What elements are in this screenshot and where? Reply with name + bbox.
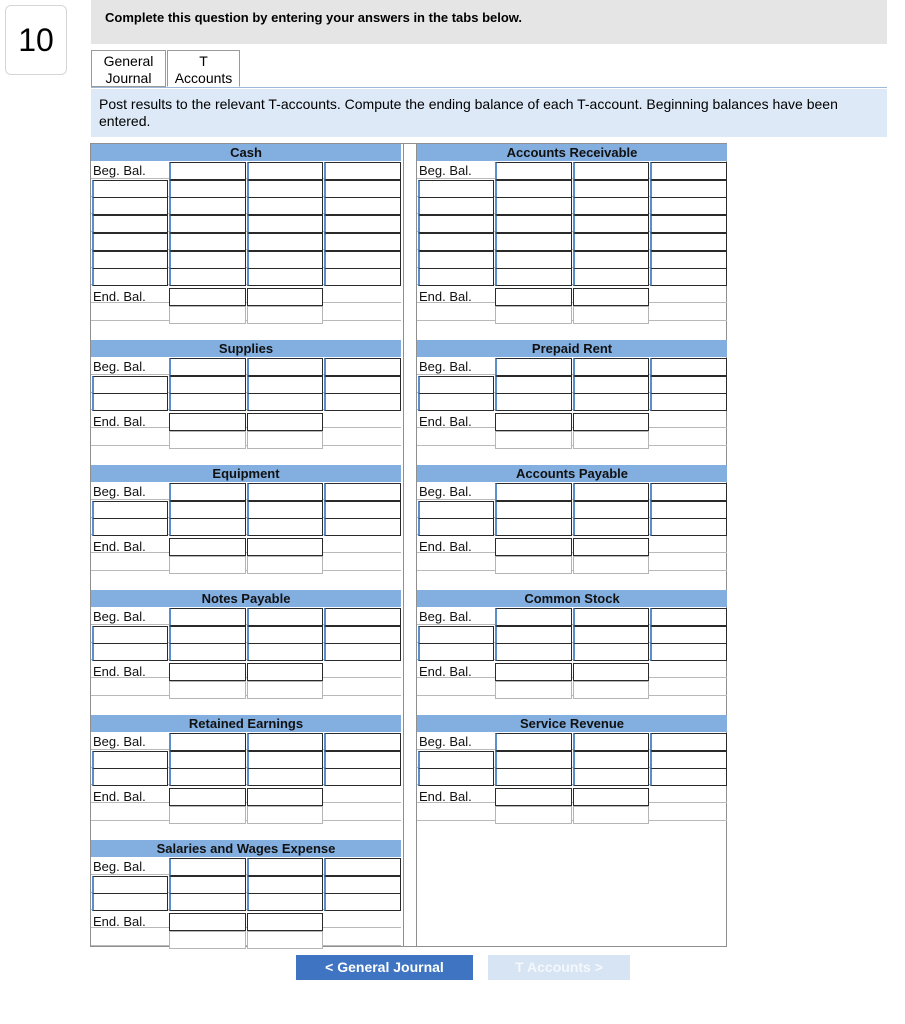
end-bal-extra-input[interactable] xyxy=(573,806,649,824)
debit-amount-input[interactable] xyxy=(495,268,572,286)
credit-account-input[interactable] xyxy=(324,358,401,376)
credit-account-input[interactable] xyxy=(650,626,727,644)
debit-amount-input[interactable] xyxy=(169,251,246,269)
debit-account-input[interactable] xyxy=(418,233,494,251)
end-bal-credit-input[interactable] xyxy=(573,788,649,806)
debit-amount-input[interactable] xyxy=(495,608,572,626)
end-bal-credit-input[interactable] xyxy=(247,413,323,431)
credit-amount-input[interactable] xyxy=(573,376,649,394)
credit-account-input[interactable] xyxy=(650,215,727,233)
end-bal-extra-input[interactable] xyxy=(169,681,246,699)
credit-amount-input[interactable] xyxy=(573,733,649,751)
beg-bal-label: Beg. Bal. xyxy=(93,859,146,874)
credit-account-input[interactable] xyxy=(650,376,727,394)
end-bal-extra-input[interactable] xyxy=(247,556,323,574)
credit-amount-input[interactable] xyxy=(247,893,323,911)
debit-account-input[interactable] xyxy=(92,643,168,661)
credit-amount-input[interactable] xyxy=(247,268,323,286)
credit-amount-input[interactable] xyxy=(247,768,323,786)
credit-account-input[interactable] xyxy=(324,626,401,644)
end-bal-extra-input[interactable] xyxy=(573,556,649,574)
end-bal-extra-input[interactable] xyxy=(495,431,572,449)
credit-amount-input[interactable] xyxy=(247,233,323,251)
taccount-title: Notes Payable xyxy=(91,590,401,607)
credit-amount-input[interactable] xyxy=(573,233,649,251)
credit-account-input[interactable] xyxy=(650,733,727,751)
credit-account-input[interactable] xyxy=(650,358,727,376)
credit-amount-input[interactable] xyxy=(573,162,649,180)
debit-account-input[interactable] xyxy=(92,180,168,198)
debit-amount-input[interactable] xyxy=(495,751,572,769)
credit-account-input[interactable] xyxy=(650,518,727,536)
debit-account-input[interactable] xyxy=(92,876,168,894)
beg-bal-label: Beg. Bal. xyxy=(419,734,472,749)
debit-amount-input[interactable] xyxy=(169,768,246,786)
debit-account-input[interactable] xyxy=(418,518,494,536)
debit-amount-input[interactable] xyxy=(495,626,572,644)
end-bal-credit-input[interactable] xyxy=(573,288,649,306)
credit-account-input[interactable] xyxy=(324,768,401,786)
end-bal-extra-input[interactable] xyxy=(169,431,246,449)
debit-account-input[interactable] xyxy=(418,251,494,269)
debit-amount-input[interactable] xyxy=(495,501,572,519)
credit-amount-input[interactable] xyxy=(573,608,649,626)
credit-account-input[interactable] xyxy=(324,376,401,394)
taccount-accounts-receivable xyxy=(417,144,727,321)
credit-account-input[interactable] xyxy=(324,643,401,661)
debit-amount-input[interactable] xyxy=(495,215,572,233)
taccount-cash xyxy=(91,144,401,321)
taccount-title: Cash xyxy=(91,144,401,161)
credit-account-input[interactable] xyxy=(324,197,401,215)
end-bal-extra-input[interactable] xyxy=(573,681,649,699)
credit-amount-input[interactable] xyxy=(247,251,323,269)
taccount-title: Accounts Receivable xyxy=(417,144,727,161)
credit-account-input[interactable] xyxy=(324,751,401,769)
instructions-bar xyxy=(91,0,887,44)
end-bal-extra-input[interactable] xyxy=(495,681,572,699)
credit-amount-input[interactable] xyxy=(573,768,649,786)
debit-amount-input[interactable] xyxy=(495,733,572,751)
end-bal-extra-input[interactable] xyxy=(495,306,572,324)
credit-account-input[interactable] xyxy=(324,501,401,519)
debit-amount-input[interactable] xyxy=(495,376,572,394)
debit-account-input[interactable] xyxy=(418,376,494,394)
credit-amount-input[interactable] xyxy=(247,376,323,394)
debit-account-input[interactable] xyxy=(418,751,494,769)
debit-account-input[interactable] xyxy=(92,233,168,251)
taccount-supplies xyxy=(91,340,401,447)
debit-amount-input[interactable] xyxy=(169,893,246,911)
beg-bal-label: Beg. Bal. xyxy=(419,163,472,178)
credit-amount-input[interactable] xyxy=(573,251,649,269)
credit-account-input[interactable] xyxy=(650,393,727,411)
debit-amount-input[interactable] xyxy=(495,251,572,269)
debit-amount-input[interactable] xyxy=(495,483,572,501)
debit-account-input[interactable] xyxy=(418,501,494,519)
end-bal-extra-input[interactable] xyxy=(573,306,649,324)
credit-amount-input[interactable] xyxy=(573,268,649,286)
end-bal-extra-input[interactable] xyxy=(169,556,246,574)
tab-general-journal-line2: Journal xyxy=(105,70,152,86)
beg-bal-label: Beg. Bal. xyxy=(93,359,146,374)
taccount-salaries-and-wages-expense xyxy=(91,840,401,947)
credit-account-input[interactable] xyxy=(324,483,401,501)
debit-account-input[interactable] xyxy=(418,393,494,411)
credit-account-input[interactable] xyxy=(650,197,727,215)
credit-account-input[interactable] xyxy=(650,180,727,198)
credit-amount-input[interactable] xyxy=(247,643,323,661)
end-bal-label: End. Bal. xyxy=(419,789,472,805)
taccount-prepaid-rent xyxy=(417,340,727,447)
taccount-notes-payable xyxy=(91,590,401,697)
debit-amount-input[interactable] xyxy=(169,751,246,769)
end-bal-extra-input[interactable] xyxy=(247,806,323,824)
taccount-title: Service Revenue xyxy=(417,715,727,732)
debit-account-input[interactable] xyxy=(418,197,494,215)
debit-amount-input[interactable] xyxy=(169,197,246,215)
debit-amount-input[interactable] xyxy=(169,268,246,286)
end-bal-label: End. Bal. xyxy=(419,288,472,304)
tab-t-accounts-line2: Accounts xyxy=(174,70,233,86)
credit-amount-input[interactable] xyxy=(247,197,323,215)
credit-amount-input[interactable] xyxy=(247,162,323,180)
credit-amount-input[interactable] xyxy=(247,518,323,536)
credit-account-input[interactable] xyxy=(324,858,401,876)
taccount-title: Common Stock xyxy=(417,590,727,607)
debit-amount-input[interactable] xyxy=(169,393,246,411)
end-bal-credit-input[interactable] xyxy=(573,663,649,681)
end-bal-extra-input[interactable] xyxy=(247,431,323,449)
beg-bal-label: Beg. Bal. xyxy=(419,609,472,624)
debit-account-input[interactable] xyxy=(92,393,168,411)
credit-account-input[interactable] xyxy=(324,162,401,180)
tab-general-journal[interactable] xyxy=(91,50,166,87)
debit-account-input[interactable] xyxy=(418,268,494,286)
taccount-title: Supplies xyxy=(91,340,401,357)
taccount-equipment xyxy=(91,465,401,572)
t-accounts-ledger xyxy=(90,143,727,947)
debit-amount-input[interactable] xyxy=(169,733,246,751)
credit-account-input[interactable] xyxy=(650,251,727,269)
beg-bal-label: Beg. Bal. xyxy=(93,609,146,624)
end-bal-label: End. Bal. xyxy=(93,789,146,805)
end-bal-label: End. Bal. xyxy=(93,414,146,430)
credit-amount-input[interactable] xyxy=(573,751,649,769)
end-bal-debit-input[interactable] xyxy=(169,538,246,556)
end-bal-extra-input[interactable] xyxy=(495,556,572,574)
credit-amount-input[interactable] xyxy=(573,215,649,233)
debit-account-input[interactable] xyxy=(92,626,168,644)
credit-account-input[interactable] xyxy=(650,162,727,180)
debit-amount-input[interactable] xyxy=(169,376,246,394)
debit-account-input[interactable] xyxy=(418,215,494,233)
end-bal-label: End. Bal. xyxy=(93,288,146,304)
debit-account-input[interactable] xyxy=(92,751,168,769)
debit-amount-input[interactable] xyxy=(495,518,572,536)
taccount-title: Salaries and Wages Expense xyxy=(91,840,401,857)
debit-account-input[interactable] xyxy=(92,215,168,233)
credit-account-input[interactable] xyxy=(650,268,727,286)
taccount-retained-earnings xyxy=(91,715,401,822)
debit-amount-input[interactable] xyxy=(169,215,246,233)
end-bal-label: End. Bal. xyxy=(419,414,472,430)
end-bal-label: End. Bal. xyxy=(419,664,472,680)
credit-amount-input[interactable] xyxy=(247,876,323,894)
credit-account-input[interactable] xyxy=(324,518,401,536)
beg-bal-label: Beg. Bal. xyxy=(93,163,146,178)
prev-general-journal-button[interactable]: < General Journal xyxy=(296,955,473,980)
credit-amount-input[interactable] xyxy=(247,393,323,411)
credit-account-input[interactable] xyxy=(324,251,401,269)
credit-amount-input[interactable] xyxy=(247,483,323,501)
debit-amount-input[interactable] xyxy=(169,501,246,519)
end-bal-credit-input[interactable] xyxy=(573,413,649,431)
end-bal-credit-input[interactable] xyxy=(247,788,323,806)
credit-amount-input[interactable] xyxy=(247,751,323,769)
end-bal-credit-input[interactable] xyxy=(247,538,323,556)
end-bal-label: End. Bal. xyxy=(419,539,472,555)
end-bal-credit-input[interactable] xyxy=(247,913,323,931)
end-bal-extra-input[interactable] xyxy=(169,806,246,824)
debit-account-input[interactable] xyxy=(418,768,494,786)
credit-amount-input[interactable] xyxy=(247,626,323,644)
beg-bal-label: Beg. Bal. xyxy=(419,359,472,374)
debit-amount-input[interactable] xyxy=(169,858,246,876)
credit-account-input[interactable] xyxy=(324,268,401,286)
debit-account-input[interactable] xyxy=(92,501,168,519)
debit-amount-input[interactable] xyxy=(169,483,246,501)
taccount-title: Retained Earnings xyxy=(91,715,401,732)
credit-amount-input[interactable] xyxy=(573,643,649,661)
debit-amount-input[interactable] xyxy=(495,180,572,198)
debit-account-input[interactable] xyxy=(92,376,168,394)
debit-account-input[interactable] xyxy=(92,768,168,786)
debit-account-input[interactable] xyxy=(92,251,168,269)
post-instructions-text: Post results to the relevant T-accounts. Compute the ending balance of each T-account. Beginning balances have been entered. xyxy=(99,96,838,129)
credit-account-input[interactable] xyxy=(324,733,401,751)
credit-amount-input[interactable] xyxy=(247,501,323,519)
end-bal-extra-input[interactable] xyxy=(169,306,246,324)
credit-amount-input[interactable] xyxy=(573,518,649,536)
post-instructions xyxy=(91,89,887,137)
credit-account-input[interactable] xyxy=(324,608,401,626)
end-bal-debit-input[interactable] xyxy=(495,288,572,306)
end-bal-debit-input[interactable] xyxy=(495,538,572,556)
credit-account-input[interactable] xyxy=(650,483,727,501)
next-t-accounts-button: T Accounts > xyxy=(488,955,630,980)
tab-divider xyxy=(91,87,887,88)
debit-account-input[interactable] xyxy=(92,268,168,286)
credit-account-input[interactable] xyxy=(324,876,401,894)
debit-amount-input[interactable] xyxy=(169,358,246,376)
credit-account-input[interactable] xyxy=(324,180,401,198)
tab-t-accounts[interactable] xyxy=(167,50,240,87)
debit-amount-input[interactable] xyxy=(169,626,246,644)
end-bal-extra-input[interactable] xyxy=(573,431,649,449)
beg-bal-label: Beg. Bal. xyxy=(93,734,146,749)
end-bal-credit-input[interactable] xyxy=(247,663,323,681)
credit-amount-input[interactable] xyxy=(247,215,323,233)
credit-account-input[interactable] xyxy=(650,751,727,769)
credit-amount-input[interactable] xyxy=(247,358,323,376)
credit-amount-input[interactable] xyxy=(573,180,649,198)
credit-amount-input[interactable] xyxy=(573,393,649,411)
debit-amount-input[interactable] xyxy=(495,162,572,180)
credit-amount-input[interactable] xyxy=(573,626,649,644)
taccount-accounts-payable xyxy=(417,465,727,572)
end-bal-debit-input[interactable] xyxy=(169,913,246,931)
debit-account-input[interactable] xyxy=(92,893,168,911)
debit-amount-input[interactable] xyxy=(495,768,572,786)
credit-account-input[interactable] xyxy=(650,643,727,661)
debit-account-input[interactable] xyxy=(418,180,494,198)
debit-amount-input[interactable] xyxy=(495,233,572,251)
taccount-title: Prepaid Rent xyxy=(417,340,727,357)
credit-amount-input[interactable] xyxy=(573,197,649,215)
taccount-title: Equipment xyxy=(91,465,401,482)
end-bal-label: End. Bal. xyxy=(93,539,146,555)
credit-account-input[interactable] xyxy=(650,233,727,251)
debit-amount-input[interactable] xyxy=(169,876,246,894)
end-bal-extra-input[interactable] xyxy=(247,681,323,699)
debit-amount-input[interactable] xyxy=(169,608,246,626)
credit-account-input[interactable] xyxy=(650,768,727,786)
credit-amount-input[interactable] xyxy=(247,180,323,198)
end-bal-extra-input[interactable] xyxy=(495,806,572,824)
end-bal-credit-input[interactable] xyxy=(247,288,323,306)
debit-account-input[interactable] xyxy=(418,626,494,644)
debit-amount-input[interactable] xyxy=(169,643,246,661)
credit-amount-input[interactable] xyxy=(573,501,649,519)
debit-amount-input[interactable] xyxy=(495,643,572,661)
debit-amount-input[interactable] xyxy=(495,393,572,411)
end-bal-debit-input[interactable] xyxy=(169,663,246,681)
credit-account-input[interactable] xyxy=(650,608,727,626)
debit-amount-input[interactable] xyxy=(495,358,572,376)
debit-amount-input[interactable] xyxy=(495,197,572,215)
taccount-service-revenue xyxy=(417,715,727,822)
credit-amount-input[interactable] xyxy=(247,608,323,626)
credit-account-input[interactable] xyxy=(324,893,401,911)
tab-t-accounts-line1: T xyxy=(199,53,208,69)
end-bal-extra-input[interactable] xyxy=(169,931,246,949)
debit-account-input[interactable] xyxy=(418,643,494,661)
credit-amount-input[interactable] xyxy=(247,733,323,751)
credit-account-input[interactable] xyxy=(324,215,401,233)
instructions-text: Complete this question by entering your answers in the tabs below. xyxy=(105,10,523,25)
debit-amount-input[interactable] xyxy=(169,162,246,180)
debit-account-input[interactable] xyxy=(92,197,168,215)
taccount-title: Accounts Payable xyxy=(417,465,727,482)
end-bal-extra-input[interactable] xyxy=(247,306,323,324)
end-bal-label: End. Bal. xyxy=(93,914,146,930)
question-number: 10 xyxy=(5,5,67,75)
end-bal-debit-input[interactable] xyxy=(495,788,572,806)
end-bal-debit-input[interactable] xyxy=(495,663,572,681)
credit-amount-input[interactable] xyxy=(573,483,649,501)
debit-amount-input[interactable] xyxy=(169,233,246,251)
end-bal-debit-input[interactable] xyxy=(169,788,246,806)
ledger-gutter xyxy=(403,144,417,946)
beg-bal-label: Beg. Bal. xyxy=(419,484,472,499)
debit-amount-input[interactable] xyxy=(169,518,246,536)
credit-amount-input[interactable] xyxy=(247,858,323,876)
end-bal-debit-input[interactable] xyxy=(495,413,572,431)
credit-amount-input[interactable] xyxy=(573,358,649,376)
end-bal-debit-input[interactable] xyxy=(169,288,246,306)
credit-account-input[interactable] xyxy=(650,501,727,519)
end-bal-credit-input[interactable] xyxy=(573,538,649,556)
taccount-common-stock xyxy=(417,590,727,697)
tab-general-journal-line1: General xyxy=(103,53,154,69)
beg-bal-label: Beg. Bal. xyxy=(93,484,146,499)
credit-account-input[interactable] xyxy=(324,233,401,251)
debit-amount-input[interactable] xyxy=(169,180,246,198)
credit-account-input[interactable] xyxy=(324,393,401,411)
debit-account-input[interactable] xyxy=(92,518,168,536)
end-bal-debit-input[interactable] xyxy=(169,413,246,431)
end-bal-extra-input[interactable] xyxy=(247,931,323,949)
end-bal-label: End. Bal. xyxy=(93,664,146,680)
